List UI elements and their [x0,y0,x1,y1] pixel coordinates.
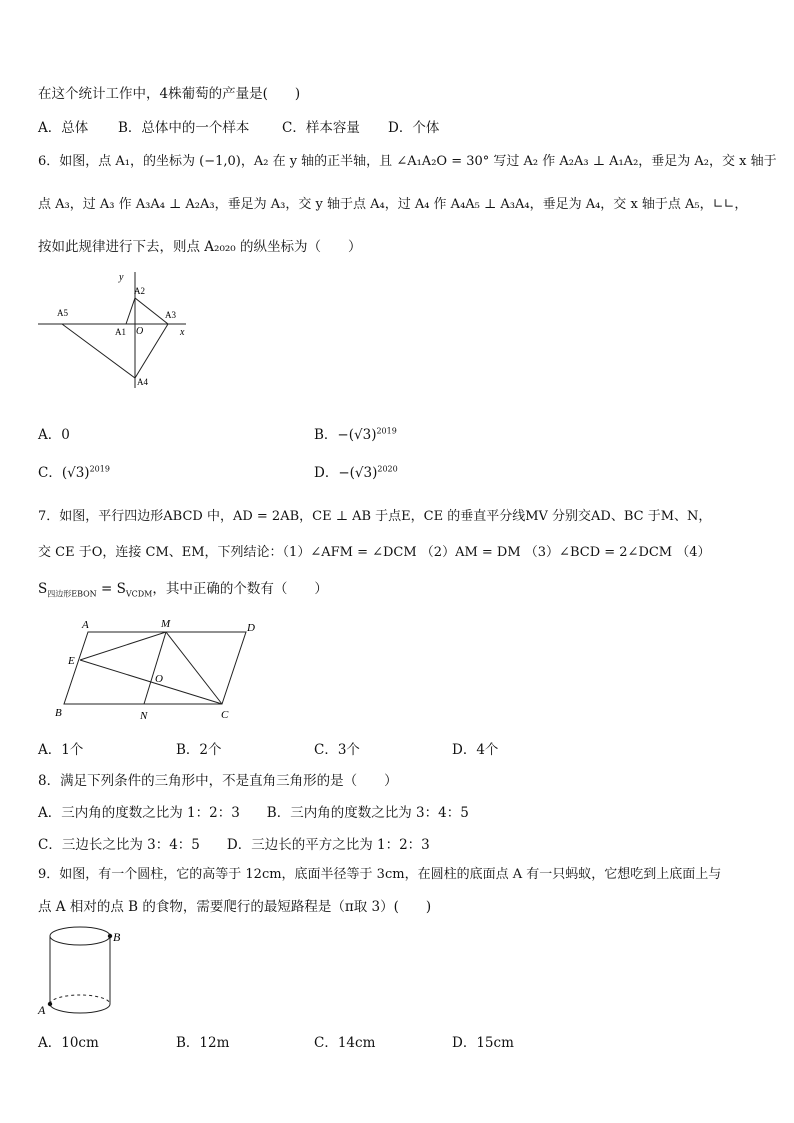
q8-options-cd: C．三边长之比为 3：4：5 D．三边长的平方之比为 1：2：3 [38,837,430,853]
q9-line2: 点 A 相对的点 B 的食物，需要爬行的最短路程是（π取 3）( ) [38,899,432,915]
q6-option-d-exponent: 2020 [377,464,398,474]
q7-option-b: B．2个 [176,742,222,758]
q6-line3: 按如此规律进行下去，则点 A₂₀₂₀ 的纵坐标为（ ） [38,239,362,255]
q6-option-b-base: B．−(√3) [314,427,377,443]
q5-option-b: B．总体中的一个样本 [118,120,250,136]
q7-segment-mn [144,632,166,704]
q7-label-c: C [221,709,229,721]
q9-line1: 9．如图，有一个圆柱，它的高等于 12cm，底面半径等于 3cm，在圆柱的底面点 A 有一只蚂蚁，它想吃到上底面上与 [38,867,722,882]
q7-label-m: M [161,618,171,630]
q9-label-a: A [38,1003,46,1017]
q7-area-sub2: VCDM [125,589,153,599]
q9-cylinder-figure [36,922,132,1018]
q7-figure [50,612,270,724]
q7-label-n: N [140,710,148,722]
q6-label-a1: A1 [115,327,126,337]
q9-cylinder-bottom-front [50,1004,110,1013]
q7-area-s1: S [38,581,48,597]
q6-line1: 6．如图，点 A₁，的坐标为 (−1,0)，A₂ 在 y 轴的正半轴，且 ∠A₁A₂O = 30° 写过 A₂ 作 A₂A₃ ⊥ A₁A₂，垂足为 A₂，交 x 轴于 [38,154,777,169]
q6-label-a4: A4 [137,377,148,387]
q9-point-a [48,1002,52,1006]
q6-label-a3: A3 [165,310,176,320]
q9-option-c: C．14cm [314,1035,376,1051]
q7-line3 [38,577,328,600]
q6-label-a2: A2 [134,286,145,296]
q5-option-d: D．个体 [388,120,440,136]
q6-option-c-exponent: 2019 [89,464,110,474]
q8-stem: 8．满足下列条件的三角形中，不是直角三角形的是（ ） [38,773,398,789]
q6-option-b [314,423,397,443]
q7-area-mid: = S [96,581,126,597]
q7-line2: 交 CE 于O，连接 CM、EM，下列结论：（1）∠AFM = ∠DCM （2）AM = DM （3）∠BCD = 2∠DCM （4） [38,545,711,560]
q6-option-d-base: D．−(√3) [314,465,378,481]
q5-option-c: C．样本容量 [282,120,360,136]
q7-option-d: D．4个 [452,742,499,758]
q7-segment-em [80,632,166,660]
q6-option-d [314,461,398,481]
q6-label-o: O [136,326,144,337]
q5-stem-tail: 在这个统计工作中，4株葡萄的产量是( ) [38,86,301,102]
q6-line2: 点 A₃，过 A₃ 作 A₃A₄ ⊥ A₂A₃，垂足为 A₃，交 y 轴于点 A₄，过 A₄ 作 A₄A₅ ⊥ A₃A₄，垂足为 A₄，交 x 轴于点 A₅，∟∟， [38,197,748,212]
q6-figure [38,268,198,398]
q9-cylinder-bottom-back [50,995,110,1004]
q9-label-b: B [113,930,121,944]
q7-label-a: A [82,619,89,631]
q7-area-sub1: 四边形EBON [47,589,97,599]
q7-line3-tail: ，其中正确的个数有（ ） [152,581,328,597]
q6-spiral-path [62,298,168,378]
q6-label-x: x [180,327,185,338]
q7-line1: 7．如图，平行四边形ABCD 中，AD = 2AB，CE ⊥ AB 于点E，CE 的垂直平分线MV 分别交AD、BC 于M、N， [38,509,712,524]
q7-segment-mc [166,632,222,704]
q9-option-d: D．15cm [452,1035,514,1051]
q7-label-o: O [155,673,163,685]
q9-option-a: A．10cm [38,1035,99,1051]
q6-option-c-base: C．(√3) [38,465,90,481]
q7-label-b: B [55,707,62,719]
q5-option-a: A．总体 [38,120,89,136]
q6-option-c [38,461,110,481]
q7-option-c: C．3个 [314,742,360,758]
q9-point-b [108,934,112,938]
q7-label-e: E [68,655,75,667]
q6-label-y: y [119,272,124,283]
q9-cylinder-top [50,927,110,945]
q6-option-a: A．0 [38,427,70,443]
q9-option-b: B．12m [176,1035,230,1051]
q7-option-a: A．1个 [38,742,84,758]
q7-label-d: D [247,622,255,634]
q8-options-ab: A．三内角的度数之比为 1：2：3 B．三内角的度数之比为 3：4：5 [38,805,469,821]
q6-label-a5: A5 [57,308,68,318]
q6-option-b-exponent: 2019 [376,426,397,436]
